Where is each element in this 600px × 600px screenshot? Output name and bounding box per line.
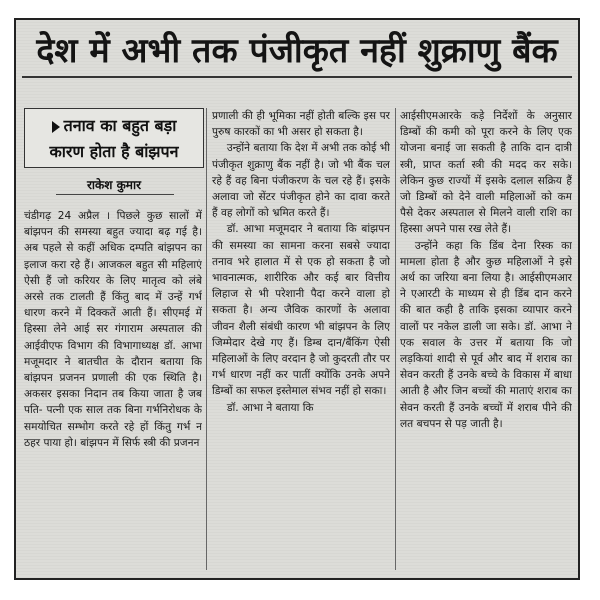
column-2-paragraph-3: डॉ. आभा मजूमदार ने बताया कि बांझपन की समस्या का सामना करना सबसे ज्यादा तनाव भरे हालात में से एक हो सकता है जो भावनात्मक, शारीरिक और कई बार वित्तीय लिहाज से भी परेशानी पैदा करने वाला हो सकता है। अन्य जैविक कारणों के अलावा जीवन शैली संबंधी कारण भी बांझपन के लिए जिम्मेदार देखे गए हैं। डिम्ब दान/बैंकिंग ऐसी महिलाओं के लिए वरदान है जो कुदरती तौर पर गर्भ धारण नहीं कर पातीं क्योंकि उनके अपने डिम्बों का सफल इस्तेमाल संभव नहीं हो सका। — [212, 223, 390, 398]
subheadline-box — [24, 108, 204, 168]
subheadline-text-1: तनाव का बहुत बड़ा — [63, 116, 177, 135]
column-3-paragraph-2: उन्होंने कहा कि डिंब देना रिस्क का मामला होता है और कुछ महिलाओं ने इसे अर्थ का जरिया बना लिया है। आईसीएमआर ने एआरटी के माध्यम से ही डिंब दान करने की बात कही है ताकि इसका व्यापार करने वालों पर नकेल डाली जा सके। डॉ. आभा ने एक सवाल के उत्तर में बताया कि जो लड़कियां शादी से पूर्व और बाद में शराब का सेवन करती हैं उनके बच्चे के विकास में बाधा आती है और जिन बच्चों की माताएं शराब का सेवन करती हैं उनके बच्चों में शराब पीने की लत बचपन से पड़ जाती है। — [400, 239, 572, 430]
newspaper-clipping — [14, 18, 580, 580]
subheadline-line-2: कारण होता है बांझपन — [49, 142, 179, 161]
column-1-paragraph: चंडीगढ़ 24 अप्रैल । पिछले कुछ सालों में बांझपन की समस्या बहुत ज्यादा बढ़ गई है। अब पहले से कहीं अधिक दम्पति बांझपन का इलाज करा रहे हैं। आजकल बहुत सी महिलाएं ऐसी हैं जो करियर के लिए मातृत्व को लंबे अरसे तक टालती हैं किंतु बाद में उन्हें गर्भ धारण करने में दिक्कतें आती हैं। सीएमई में हिस्सा लेने आई सर गंगाराम अस्पताल की आईवीएफ विभाग की विभागाध्यक्ष डॉ. आभा मजूमदार ने बातचीत के दौरान बताया कि बांझपन प्रजनन प्रणाली की एक स्थिति है। अकसर इसका निदान तब किया जाता है जब पति- पत्नी एक साल तक बिना गर्भनिरोधक के समयोचित सम्भोग करते रहे हों किंतु गर्भ न ठहर पाया हो। बांझपन में सिर्फ स्त्री की प्रजनन — [24, 210, 202, 449]
column-3-paragraph-1: आईसीएमआरके कड़े निर्देशों के अनुसार डिम्बों की कमी को पूरा करने के लिए एक योजना बनाई जा सकती है ताकि दान दात्री स्त्री, प्राप्त कर्ता स्त्री की मदद कर सके। लेकिन कुछ राज्यों में इसके दलाल सक्रिय हैं जो डिम्बों को देने वाली महिलाओं को कम पैसे देकर अस्पताल से मिलने वाली राशि का हिस्सा अपने पास रख लेते हैं। — [400, 110, 572, 236]
byline-rule — [56, 194, 174, 195]
column-2-paragraph-2: उन्होंने बताया कि देश में अभी तक कोई भी पंजीकृत शुक्राणु बैंक नहीं है। जो भी बैंक चल रहे हैं वह बिना पंजीकरण के चल रहे हैं। इसके अलावा जो सेंटर पंजीकृत होने का दावा करते हैं वह लोगों को भ्रमित करते हैं। — [212, 142, 390, 220]
article-column-3 — [400, 108, 572, 574]
article-column-2 — [212, 108, 390, 574]
article-column-1 — [24, 208, 202, 574]
column-2-paragraph-1: प्रणाली की ही भूमिका नहीं होती बल्कि इस पर पुरुष कारकों का भी असर हो सकता है। — [212, 110, 390, 139]
subheadline-line-1 — [25, 113, 203, 139]
arrow-right-icon — [52, 121, 60, 133]
byline: राकेश कुमार — [87, 178, 141, 192]
column-divider — [206, 108, 207, 570]
column-divider — [395, 108, 396, 570]
column-2-paragraph-4: डॉ. आभा ने बताया कि — [226, 401, 314, 414]
headline-rule — [22, 76, 572, 78]
headline: देश में अभी तक पंजीकृत नहीं शुक्राणु बैंक — [36, 31, 558, 71]
